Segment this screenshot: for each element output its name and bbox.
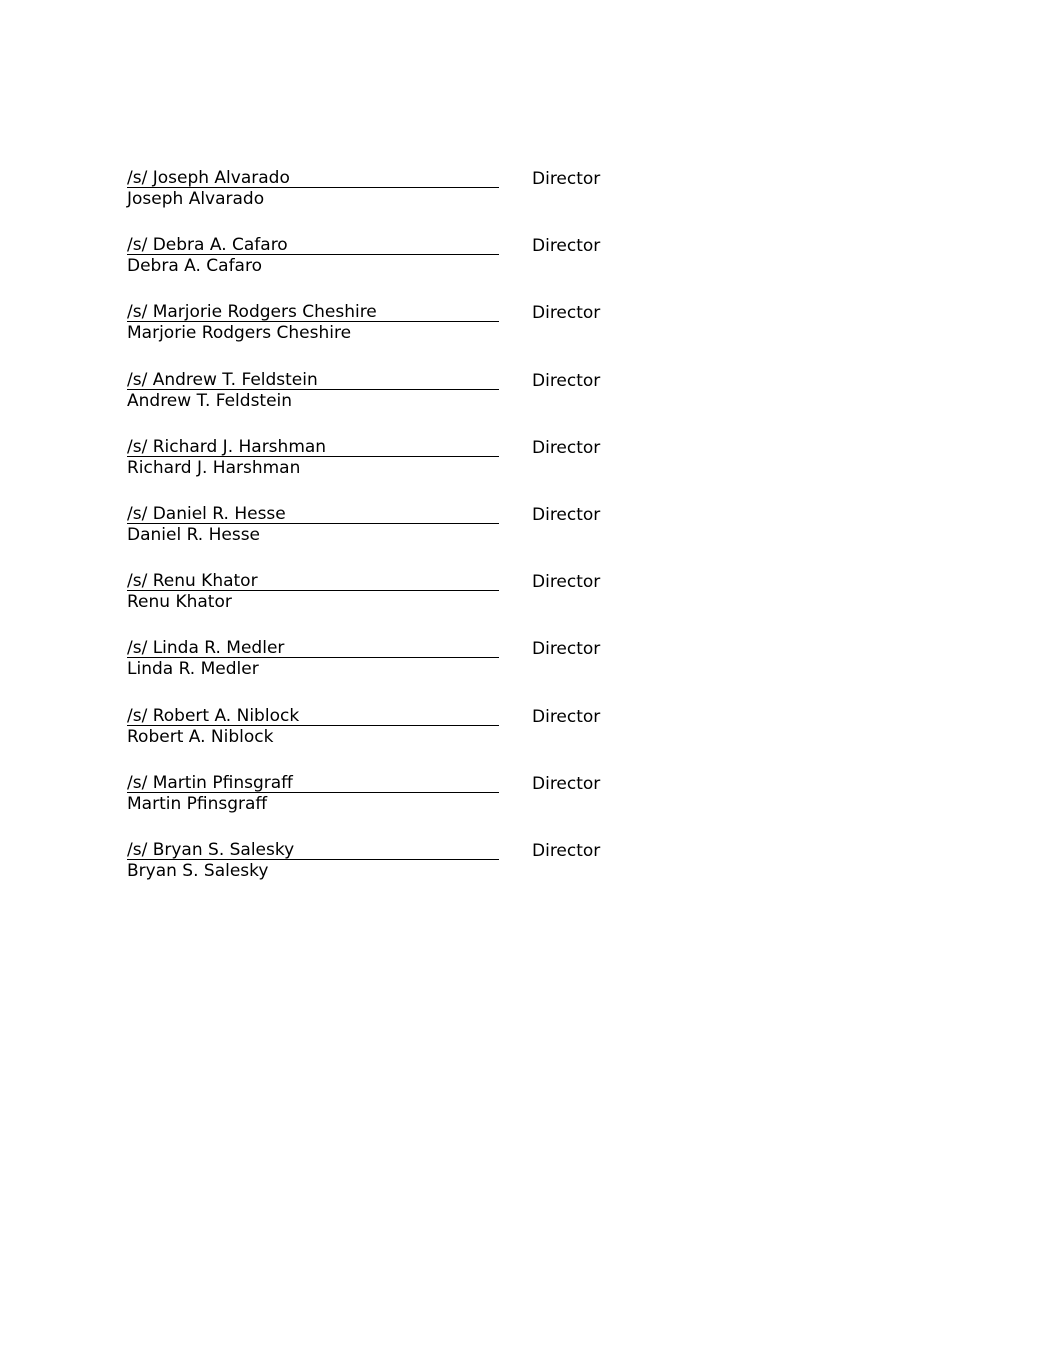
signature-line: /s/ Martin Pfinsgraff xyxy=(127,773,499,793)
signature-block xyxy=(127,706,687,773)
signature-line: /s/ Andrew T. Feldstein xyxy=(127,370,499,390)
signer-name: Linda R. Medler xyxy=(127,659,259,680)
signature-block xyxy=(127,235,687,302)
signer-name: Richard J. Harshman xyxy=(127,457,301,478)
signer-name: Debra A. Cafaro xyxy=(127,256,262,277)
signer-title: Director xyxy=(532,639,601,660)
signature-block xyxy=(127,773,687,840)
signer-title: Director xyxy=(532,169,601,189)
signer-title: Director xyxy=(532,504,601,525)
signature-line: /s/ Linda R. Medler xyxy=(127,638,499,658)
signature-block xyxy=(127,168,687,235)
signer-name: Renu Khator xyxy=(127,592,232,613)
signer-title: Director xyxy=(532,572,601,593)
signature-block xyxy=(127,638,687,705)
signer-name: Joseph Alvarado xyxy=(127,189,265,209)
signer-title: Director xyxy=(532,840,601,861)
signer-title: Director xyxy=(532,303,601,324)
signature-list xyxy=(127,168,687,907)
signature-line: /s/ Joseph Alvarado xyxy=(127,168,499,188)
signature-line: /s/ Daniel R. Hesse xyxy=(127,504,499,524)
signer-title: Director xyxy=(532,706,601,727)
signature-block xyxy=(127,370,687,437)
signature-line: /s/ Bryan S. Salesky xyxy=(127,840,499,860)
signature-block xyxy=(127,302,687,369)
signature-line: /s/ Richard J. Harshman xyxy=(127,437,499,457)
signature-block xyxy=(127,840,687,907)
signer-title: Director xyxy=(532,773,601,794)
signature-line: /s/ Debra A. Cafaro xyxy=(127,235,499,255)
signer-name: Robert A. Niblock xyxy=(127,726,274,747)
signer-title: Director xyxy=(532,370,601,391)
signature-line: /s/ Robert A. Niblock xyxy=(127,706,499,726)
signer-name: Daniel R. Hesse xyxy=(127,524,261,545)
signature-block xyxy=(127,571,687,638)
signer-title: Director xyxy=(532,437,601,458)
signature-block xyxy=(127,437,687,504)
signer-name: Andrew T. Feldstein xyxy=(127,390,293,411)
signature-block xyxy=(127,504,687,571)
signer-name: Bryan S. Salesky xyxy=(127,860,269,881)
signature-line: /s/ Marjorie Rodgers Cheshire xyxy=(127,302,499,322)
signer-name: Martin Pfinsgraff xyxy=(127,793,268,814)
signer-title: Director xyxy=(532,236,601,257)
signature-line: /s/ Renu Khator xyxy=(127,571,499,591)
signer-name: Marjorie Rodgers Cheshire xyxy=(127,323,352,344)
